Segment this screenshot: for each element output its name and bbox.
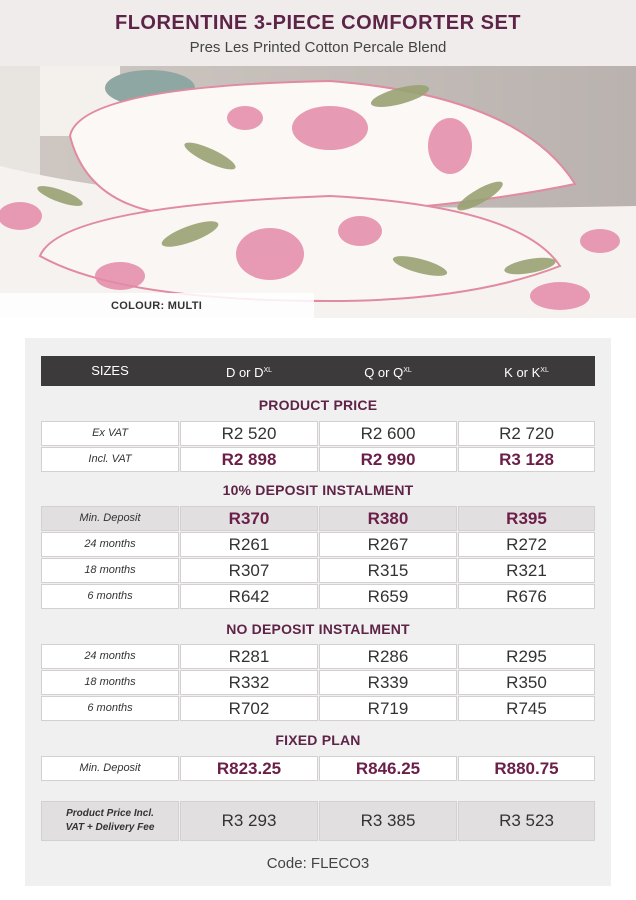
- price-cell: R702: [180, 696, 318, 721]
- table-row: [41, 670, 595, 695]
- column-header-king: K or $K^{XL}$: [504, 365, 549, 380]
- colour-label: COLOUR: MULTI: [0, 293, 314, 318]
- section-title-fixed-plan: FIXED PLAN: [275, 732, 361, 748]
- bedding-illustration: [0, 66, 636, 318]
- price-cell: R395: [458, 506, 595, 531]
- row-label: Min. Deposit: [41, 756, 179, 781]
- price-cell: R846.25: [319, 756, 457, 781]
- column-header-sizes: SIZES: [91, 363, 129, 378]
- price-cell: R380: [319, 506, 457, 531]
- row-label: [41, 801, 179, 841]
- table-row: [41, 532, 595, 557]
- price-cell: R3 523: [458, 801, 595, 841]
- price-cell: R272: [458, 532, 595, 557]
- price-cell: R295: [458, 644, 595, 669]
- table-row: [41, 558, 595, 583]
- column-header-double: D or $D^{XL}$: [225, 365, 273, 380]
- product-code: Code: FLECO3: [266, 855, 370, 872]
- sizes-header-row: [41, 356, 595, 386]
- section-title-product-price: PRODUCT PRICE: [258, 397, 378, 413]
- price-cell: R745: [458, 696, 595, 721]
- row-label: 24 months: [41, 644, 179, 669]
- price-cell: R332: [180, 670, 318, 695]
- table-row: [41, 447, 595, 472]
- table-row: [41, 506, 595, 531]
- price-cell: R676: [458, 584, 595, 609]
- price-cell: R659: [319, 584, 457, 609]
- price-cell: R321: [458, 558, 595, 583]
- row-label: 24 months: [41, 532, 179, 557]
- table-row: [41, 756, 595, 781]
- delivery-price-row: [41, 801, 595, 841]
- table-row: [41, 421, 595, 446]
- price-cell: R3 385: [319, 801, 457, 841]
- price-cell: R2 520: [180, 421, 318, 446]
- row-label: 18 months: [41, 558, 179, 583]
- price-cell: R880.75: [458, 756, 595, 781]
- row-label: Ex VAT: [41, 421, 179, 446]
- table-row: [41, 696, 595, 721]
- row-label: Min. Deposit: [41, 506, 179, 531]
- row-label: 6 months: [41, 584, 179, 609]
- product-title: FLORENTINE 3-PIECE COMFORTER SET: [114, 12, 522, 34]
- row-label: Incl. VAT: [41, 447, 179, 472]
- price-cell: R339: [319, 670, 457, 695]
- price-cell: R2 600: [319, 421, 457, 446]
- price-cell: R286: [319, 644, 457, 669]
- price-cell: R281: [180, 644, 318, 669]
- section-title-deposit-instalment: 10% DEPOSIT INSTALMENT: [222, 482, 414, 498]
- table-row: [41, 584, 595, 609]
- price-cell: R2 898: [180, 447, 318, 472]
- row-label-line: Product Price Incl.: [66, 808, 154, 819]
- price-cell: R3 128: [458, 447, 595, 472]
- price-cell: R370: [180, 506, 318, 531]
- price-cell: R823.25: [180, 756, 318, 781]
- price-cell: R3 293: [180, 801, 318, 841]
- row-label: 6 months: [41, 696, 179, 721]
- price-cell: R315: [319, 558, 457, 583]
- price-cell: R2 990: [319, 447, 457, 472]
- page-header: [0, 0, 636, 66]
- price-cell: R642: [180, 584, 318, 609]
- price-cell: R719: [319, 696, 457, 721]
- price-cell: R261: [180, 532, 318, 557]
- column-header-queen: Q or $Q^{XL}$: [364, 365, 412, 380]
- section-title-no-deposit-instalment: NO DEPOSIT INSTALMENT: [226, 621, 410, 637]
- row-label-line: VAT + Delivery Fee: [65, 822, 155, 833]
- product-subtitle: Pres Les Printed Cotton Percale Blend: [189, 39, 447, 56]
- price-cell: R307: [180, 558, 318, 583]
- row-label: 18 months: [41, 670, 179, 695]
- product-photo: [0, 66, 636, 318]
- price-cell: R267: [319, 532, 457, 557]
- price-cell: R2 720: [458, 421, 595, 446]
- table-row: [41, 644, 595, 669]
- price-cell: R350: [458, 670, 595, 695]
